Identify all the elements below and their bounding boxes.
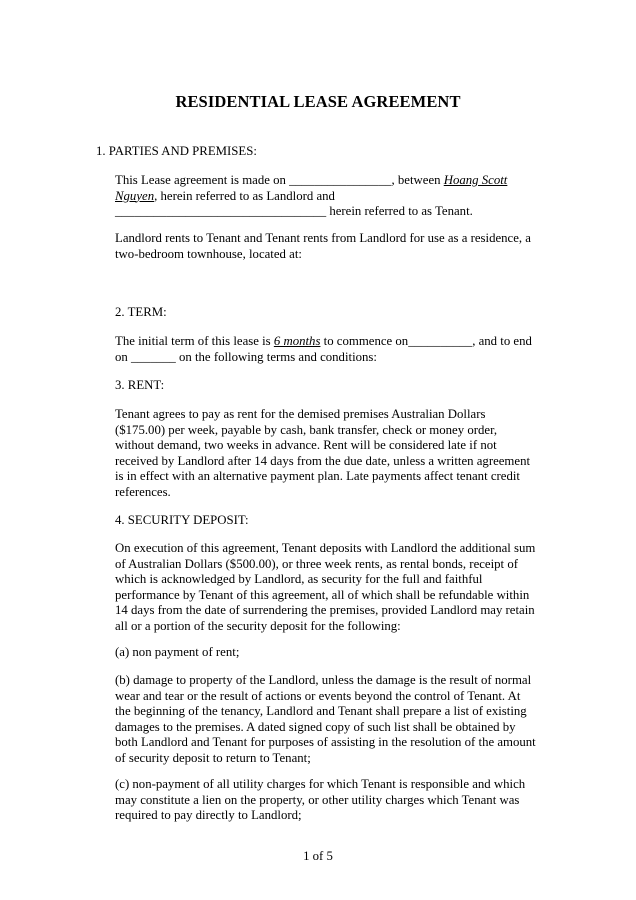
parties-p1-line-1: This Lease agreement is made on ________________, between Hoang Scott [115,173,508,187]
deposit-item-c: (c) non-payment of all utility charges for which Tenant is responsible and which may constitute a lien on the property, or other utility charges which Tenant was required to pay directly to Landlord; [115,777,526,823]
parties-p1-line-3: _________________________________ herein referred to as Tenant. [115,204,473,219]
deposit-item-b: (b) damage to property of the Landlord, unless the damage is the result of normal wear and tear or the result of actions or events beyond the control of Tenant. At the beginning of the tenancy, Landlord and Tenant shall prepare a list of existing damages to the premises. A dated signed copy of such list shall be obtained by both Landlord and Tenant for purposes of assisting in the resolution of the amount of security deposit to return to Tenant; [115,673,536,765]
landlord-name: Hoang Scott [443,173,508,187]
rent-paragraph: Tenant agrees to pay as rent for the demised premises Australian Dollars ($175.00) per week, payable by cash, bank transfer, check or money order, without demand, two weeks in advance. Rent will be considered late if not received by Landlord after 14 days from the due date, unless a written agreement is in effect with an alternative payment plan. Late payments affect tenant credit references. [115,407,531,499]
section-heading-rent: 3. RENT: [115,378,165,392]
deposit-intro-paragraph: On execution of this agreement, Tenant deposits with Landlord the additional sum of Australian Dollars ($500.00), or three week rents, as rental bonds, receipt of which is acknowledged by Landlord, as security for the full and faithful performance by Tenant of this agreement, all of which shall be refundable within 14 days from the date of surrendering the premises, provided Landlord may retain all or a portion of the security deposit for the following: [115,541,536,633]
lease-duration: 6 months [273,334,321,348]
parties-paragraph-1 [115,173,545,220]
deposit-item-a: (a) non payment of rent; [115,645,240,659]
term-paragraph: The initial term of this lease is 6 months to commence on__________, and to end on _______ on the following terms and conditions: [115,334,532,364]
parties-paragraph-2: Landlord rents to Tenant and Tenant rents from Landlord for use as a residence, a two-bedroom townhouse, located at: [115,231,531,261]
landlord-name-cont: Nguyen [115,188,155,203]
document-title: RESIDENTIAL LEASE AGREEMENT [175,92,461,111]
section-heading-deposit: 4. SECURITY DEPOSIT: [115,513,249,527]
section-heading-parties: 1. PARTIES AND PREMISES: [96,144,257,158]
section-heading-term: 2. TERM: [115,305,167,319]
parties-p1-line-2: Nguyen, herein referred to as Landlord and [115,188,335,203]
page-number: 1 of 5 [303,849,333,863]
